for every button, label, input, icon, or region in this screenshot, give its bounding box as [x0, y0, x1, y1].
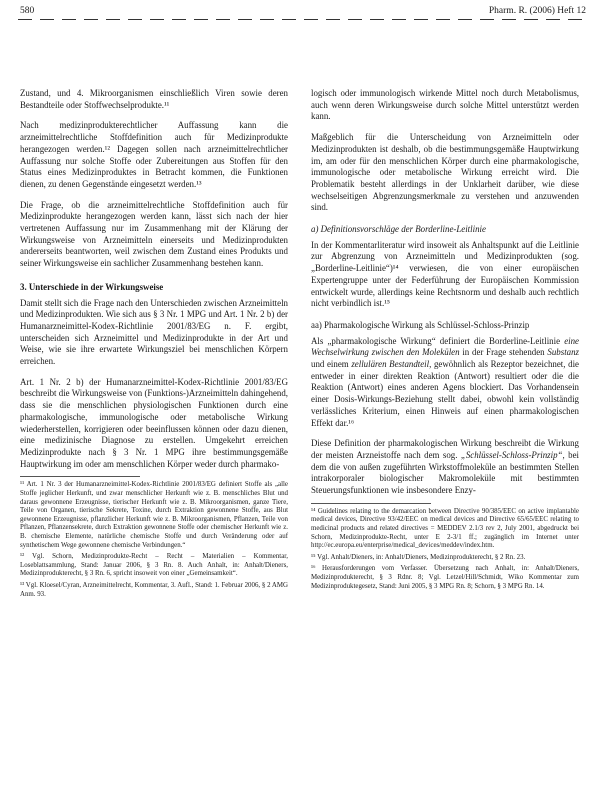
journal-reference: Pharm. R. (2006) Heft 12 [488, 6, 586, 16]
text-run: Diese Definition der pharmakologischen Wirkung beschreibt die Wirkung der meisten Arzneistoffe nach dem sog. [311, 438, 579, 460]
emphasis: zellulären Bestandteil [351, 359, 430, 370]
text-run: Als „pharmakologische Wirkung“ definiert die Borderline-Leitlinie [311, 335, 565, 346]
paragraph [311, 438, 579, 497]
footnotes [311, 508, 579, 591]
text-run: , bei dem die von außen zugeführten Wirkstoffmoleküle an bestimmten Stellen intrakorporaler biologischer Makromoleküle mit bestimmten Steuerungsfunktionen wie insbesondere Enzy- [311, 449, 579, 496]
paragraph: Maßgeblich für die Unterscheidung von Arzneimitteln oder Medizinprodukten ist deshalb, ob die bestimmungsgemäße Hauptwirkung im, am oder für den menschlichen Körper durch eine pharmakologische, immunologische oder metabolische Wirkung erreicht wird. Die Problematik besteht allerdings in der Unklarheit darüber, wie diese wechselseitigen Abgrenzungsmerkmale zu verstehen und anzuwenden sind. [311, 132, 579, 213]
paragraph: In der Kommentarliteratur wird insoweit als Anhaltspunkt auf die Leitlinie zur Abgrenzung von Arzneimitteln und Medizinprodukten (sog. „Borderline-Leitlinie“)¹⁴ verwiesen, die von einer europäischen Expertengruppe unter der Federführung der Europäischen Kommission entwickelt wurde, allerdings keine Rechtsnorm und deshalb auch rechtlich nicht verbindlich ist.¹⁵ [311, 239, 579, 309]
emphasis: Substanz [547, 347, 579, 358]
subsection-heading: a) Definitionsvorschläge der Borderline-Leitlinie [311, 224, 486, 235]
emphasis: eine Wechselwirkung zwischen den Molekülen [311, 335, 579, 358]
paragraph: Nach medizinprodukterechtlicher Auffassung kann die arzneimittelrechtliche Stoffdefinition auch für Medizinprodukte herangezogen werden.¹² Dagegen sollen nach arzneimittelrechtlicher Auffassung nur solche Stoffe oder Zubereitungen aus Stoffen für den Status eines Medizinproduktes in Betracht kommen, die Funktionen dienen, zu denen Gegenstände eingesetzt werden.¹³ [20, 120, 288, 189]
text-run: und einem [311, 359, 352, 370]
header-rule [18, 19, 584, 20]
paragraph: logisch oder immunologisch wirkende Mittel noch durch Metabolismus, auch wenn deren Wirkungsweise durch solche Mittel unterstützt werden kann. [311, 88, 579, 122]
footnote: ¹⁴ Guidelines relating to the demarcation between Directive 90/385/EEC on active implantable medical devices, Directive 93/42/EEC on medical devices and Directive 65/65/EEC relating to medicinal products and related directives = MEDDEV 2.1/3 rev 2, July 2001, abgedruckt bei Schorn, Medizinprodukte-Recht, unter E 2-3/1 ff.; zugänglich im Internet unter http://ec.europa.eu/enterprise/medical_devices/meddev/index.htm. [311, 507, 579, 550]
section-heading: 3. Unterschiede in der Wirkungsweise [20, 281, 164, 292]
left-column [20, 88, 288, 602]
emphasis: „Schlüssel-Schloss-Prinzip“ [460, 449, 563, 460]
page-header [0, 0, 602, 30]
footnote-rule [20, 476, 140, 477]
paragraph: Damit stellt sich die Frage nach den Unterschieden zwischen Arzneimitteln und Medizinprodukten. Wie sich aus § 3 Nr. 1 MPG und Art. 1 Nr. 2 b) der Humanarzneimittel-Kodex-Richtlinie 2001/83/EG n. F. ergibt, unterscheiden sich Arzneimittel und Medizinprodukte in der Art und Weise, wie sie ihre erwartete Wirkungsziel bei menschlichen Körpern erreichen. [20, 297, 288, 367]
footnote: ¹⁵ Vgl. Anhalt/Dieners, in: Anhalt/Dieners, Medizinprodukterecht, § 2 Rn. 23. [311, 553, 526, 561]
footnote: ¹³ Vgl. Kloesel/Cyran, Arzneimittelrecht, Kommentar, 3. Aufl., Stand: 1. Februar 2006, § 2 AMG Anm. 93. [20, 581, 288, 598]
paragraph: Zustand, und 4. Mikroorganismen einschließlich Viren sowie deren Bestandteile oder Stoffwechselprodukte.¹¹ [20, 88, 288, 110]
footnote: ¹¹ Art. 1 Nr. 3 der Humanarzneimittel-Kodex-Richtlinie 2001/83/EG definiert Stoffe als „alle Stoffe jeglicher Herkunft, und zwar menschlicher Herkunft wie z. B. menschliches Blut und daraus gewonnene Erzeugnisse, tierischer Herkunft wie z. B. Mikroorganismen, ganze Tiere, Teile von Organen, tierische Sekrete, Toxine, durch Extraktion gewonnene Stoffe, aus Blut gewonnene Erzeugnisse, pflanzlicher Herkunft wie z. B. Mikroorganismen, Pflanzen, Teile von Pflanzen, Pflanzensekrete, durch Extraktion gewonnene Stoffe oder chemischer Herkunft wie z. B. chemische Elemente, natürliche chemische Stoffe und durch Veränderung oder auf synthetischem Wege gewonnene chemische Verbindungen.“ [20, 481, 288, 549]
text-run: , gewöhnlich als Rezeptor bezeichnet, die entweder in einer direkten Reaktion (Antwort) resultiert oder die die Reaktion (Antwort) eines anderen Agens blockiert. Das Vorhandensein einer Dosis-Wirkungs-Beziehung stellt dabei, obwohl kein vollständig verlässliches Kriterium, einen Hinweis auf einen pharmakologischen Effekt dar.¹⁶ [311, 359, 579, 428]
footnotes [20, 481, 288, 599]
paragraph: Art. 1 Nr. 2 b) der Humanarzneimittel-Kodex-Richtlinie 2001/83/EG beschreibt die Wirkungsweise von (Funktions-)Arzneimitteln dahingehend, dass sie die menschlichen physiologischen Funktionen durch eine pharmakologische, immunologische oder metabolische Wirkung wiederherstellen, korrigieren oder beeinflussen können oder dazu dienen, eine medizinische Diagnose zu erstellen. Umgekehrt erreichen Medizinprodukte nach § 3 Nr. 1 MPG ihre bestimmungsgemäße Hauptwirkung im oder am menschlichen Körper weder durch pharmako- [20, 376, 288, 469]
footnote: ¹² Vgl. Schorn, Medizinprodukte-Recht – Recht – Materialien – Kommentar, Loseblattsammlung, Stand: Januar 2006, § 3 Rn. 8. Auch Anhalt, in: Anhalt/Dieners, Medizinprodukterecht, § 3 Rn. 6, spricht insoweit von einer „Gemeinsamkeit“. [20, 553, 288, 578]
page-number: 580 [20, 6, 35, 16]
paragraph: Die Frage, ob die arzneimittelrechtliche Stoffdefinition auch für Medizinprodukte herangezogen werden kann, lässt sich nach der hier vertretenen Auffassung nur im Zusammenhang mit der Klärung der Wirkungsweise von Arzneimitteln einerseits und Medizinprodukten andererseits beantworten, weil zwischen dem Zustand eines Produkts und seiner Wirkungsweise ein sachlicher Zusammenhang bestehen kann. [20, 199, 288, 269]
right-column [311, 88, 579, 594]
text-run: in der Frage stehenden [459, 347, 548, 358]
footnote-rule [311, 503, 431, 504]
subsection-heading: aa) Pharmakologische Wirkung als Schlüssel-Schloss-Prinzip [311, 319, 530, 330]
footnote: ¹⁶ Herausforderungen vom Verfasser. Übersetzung nach Anhalt, in: Anhalt/Dieners, Medizinprodukterecht, § 3 Rdnr. 8; Vgl. Letzel/Hill/Schmidt, Wiko Kommentar zum Medizinproduktegesetz, Stand: Juni 2005, § 3 MPG Rn. 8; Schorn, § 3 MPG Rn. 14. [311, 565, 579, 590]
paragraph [311, 336, 579, 430]
